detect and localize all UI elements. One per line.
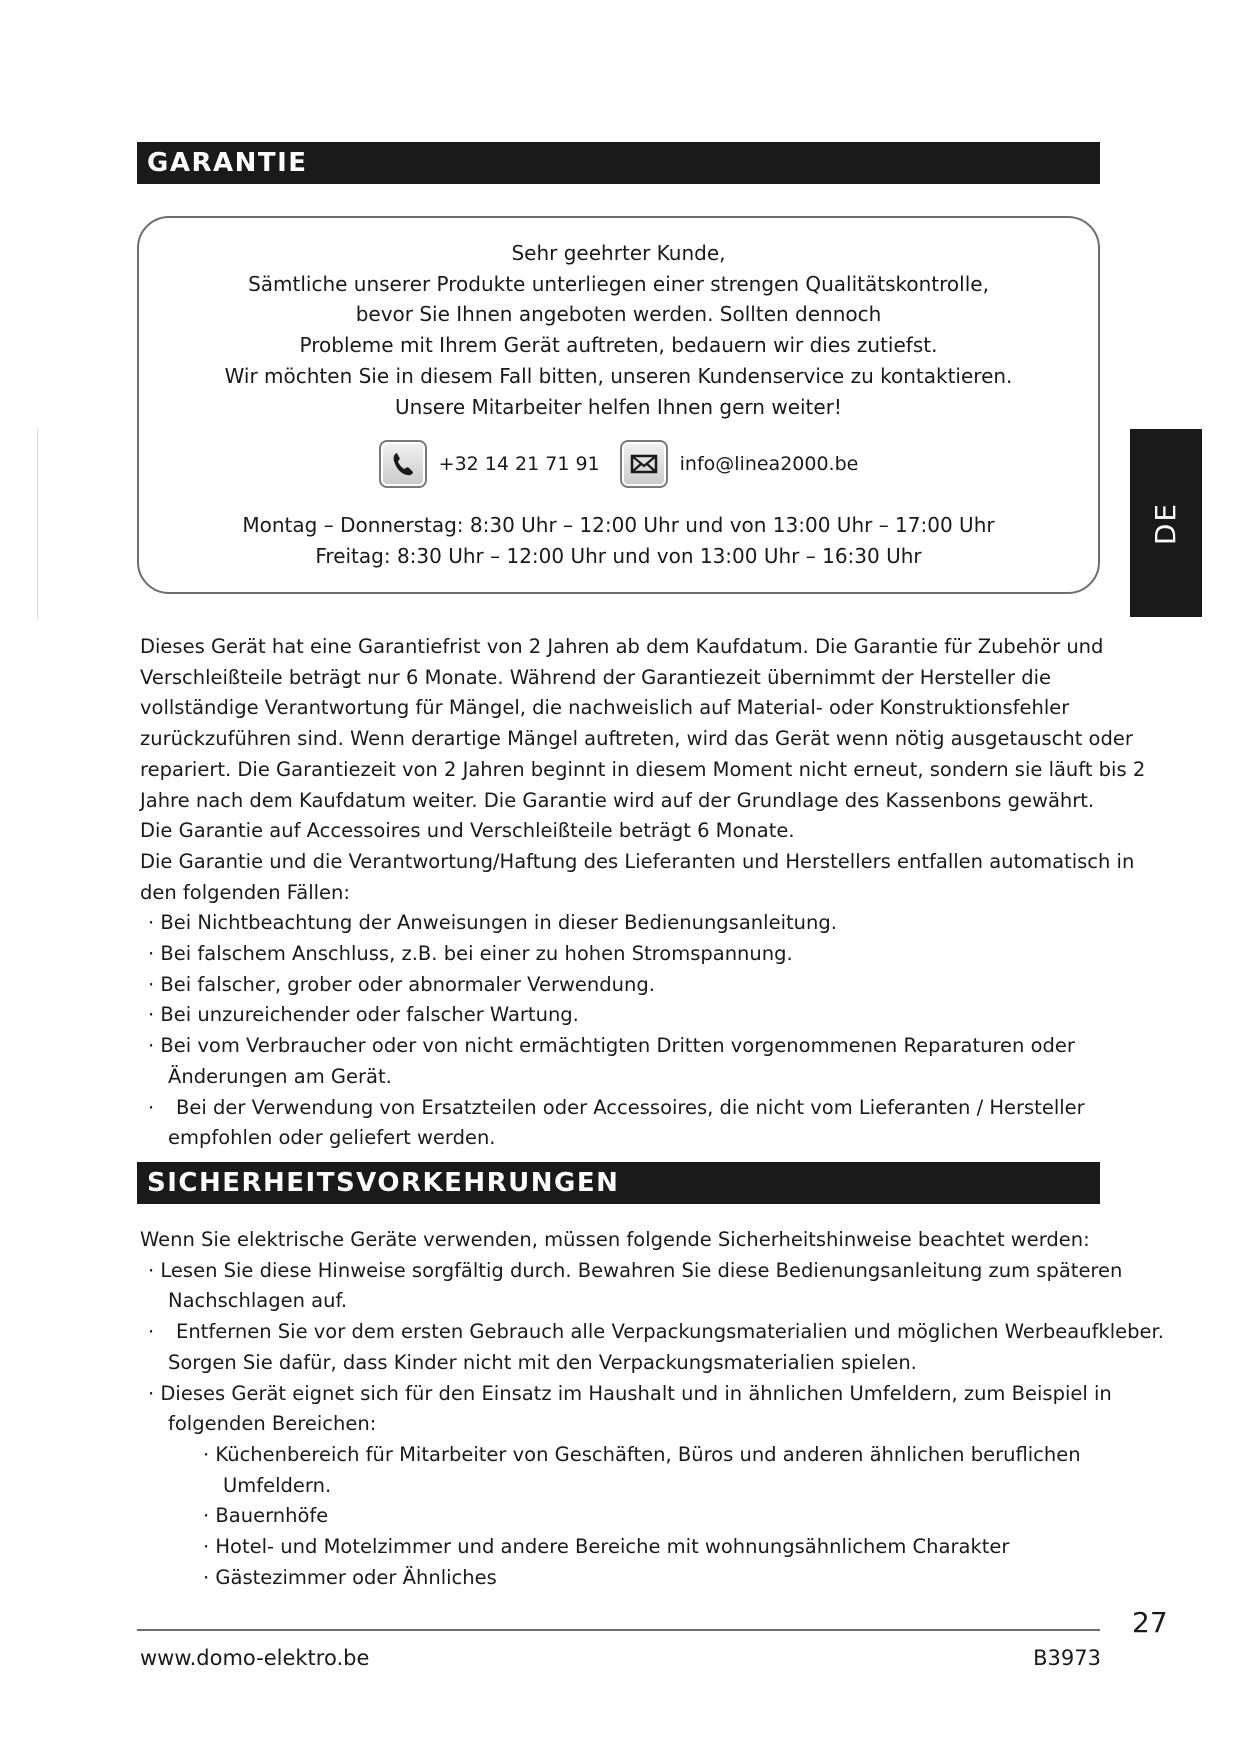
greeting-line: Sehr geehrter Kunde,: [511, 241, 726, 265]
greeting-line: bevor Sie Ihnen angeboten werden. Sollten dennoch: [355, 302, 882, 327]
greeting-line: Wir möchten Sie in diesem Fall bitten, unseren Kundenservice zu kontaktieren.: [224, 363, 1013, 388]
list-item: · Entfernen Sie vor dem ersten Gebrauch alle Verpackungsmaterialien und möglichen Werbeaufkleber.: [148, 1320, 1164, 1344]
opening-hours: [139, 510, 1098, 571]
footer-divider: [137, 1629, 1100, 1631]
hours-line: Montag – Donnerstag: 8:30 Uhr – 12:00 Uhr und von 13:00 Uhr – 17:00 Uhr: [242, 513, 995, 537]
paragraph-line: zurückzuführen sind. Wenn derartige Mängel auftreten, wird das Gerät wenn nötig ausgetauscht oder: [140, 727, 1133, 751]
language-tab: [1130, 429, 1202, 617]
list-item: · Lesen Sie diese Hinweise sorgfältig durch. Bewahren Sie diese Bedienungsanleitung zum späteren: [148, 1258, 1123, 1282]
list-item-continuation: Sorgen Sie dafür, dass Kinder nicht mit den Verpackungsmaterialien spielen.: [168, 1350, 917, 1374]
greeting-line: Probleme mit Ihrem Gerät auftreten, bedauern wir dies zutiefst.: [299, 333, 938, 358]
list-item-text: Bei der Verwendung von Ersatzteilen oder Accessoires, die nicht vom Lieferanten / Hersteller: [176, 1095, 1085, 1119]
list-item: · Bei der Verwendung von Ersatzteilen oder Accessoires, die nicht vom Lieferanten / Hersteller: [148, 1095, 1085, 1119]
mail-icon: [620, 440, 668, 488]
language-tab-label: DE: [1149, 501, 1183, 545]
list-item: · Bei Nichtbeachtung der Anweisungen in dieser Bedienungsanleitung.: [148, 911, 837, 935]
hours-line: Freitag: 8:30 Uhr – 12:00 Uhr und von 13:00 Uhr – 16:30 Uhr: [315, 543, 922, 568]
garantie-body: [140, 632, 1146, 1154]
email-address: info@linea2000.be: [679, 453, 859, 475]
greeting-line: Sämtliche unserer Produkte unterliegen einer strengen Qualitätskontrolle,: [248, 271, 989, 296]
list-item: · Bei vom Verbraucher oder von nicht ermächtigten Dritten vorgenommenen Reparaturen oder: [148, 1034, 1075, 1058]
greeting-text: [139, 238, 1098, 422]
footer-model: B3973: [1033, 1646, 1101, 1670]
sub-list-item-continuation: Umfeldern.: [223, 1473, 332, 1497]
paragraph-line: Verschleißteile beträgt nur 6 Monate. Während der Garantiezeit übernimmt der Hersteller die: [140, 665, 1052, 689]
sub-list-item: · Küchenbereich für Mitarbeiter von Geschäften, Büros und anderen ähnlichen beruflichen: [203, 1442, 1081, 1466]
footer-url: www.domo-elektro.be: [140, 1646, 370, 1670]
margin-line: [37, 430, 38, 618]
list-item-continuation: Nachschlagen auf.: [168, 1289, 348, 1313]
paragraph-line: Die Garantie und die Verantwortung/Haftung des Lieferanten und Herstellers entfallen automatisch in: [140, 849, 1135, 873]
sub-list-item: · Gästezimmer oder Ähnliches: [203, 1565, 497, 1589]
paragraph-line: Dieses Gerät hat eine Garantiefrist von 2 Jahren ab dem Kaufdatum. Die Garantie für Zubehör und: [140, 635, 1104, 658]
greeting-line: Unsere Mitarbeiter helfen Ihnen gern weiter!: [395, 394, 842, 419]
page-number: 27: [1132, 1606, 1168, 1639]
garantie-header: GARANTIE: [137, 142, 1100, 184]
safety-header: SICHERHEITSVORKEHRUNGEN: [137, 1162, 1100, 1204]
phone-icon: [379, 440, 427, 488]
list-item: · Bei falschem Anschluss, z.B. bei einer zu hohen Stromspannung.: [148, 942, 793, 966]
phone-number: +32 14 21 71 91: [438, 453, 600, 475]
paragraph-line: Wenn Sie elektrische Geräte verwenden, müssen folgende Sicherheitshinweise beachtet werden:: [140, 1228, 1090, 1251]
list-item: · Bei unzureichender oder falscher Wartung.: [148, 1003, 579, 1027]
list-item-continuation: empfohlen oder geliefert werden.: [168, 1126, 496, 1150]
paragraph-line: Jahre nach dem Kaufdatum weiter. Die Garantie wird auf der Grundlage des Kassenbons gewährt.: [140, 788, 1095, 812]
contact-row: [139, 438, 1098, 490]
sub-list-item: · Bauernhöfe: [203, 1504, 329, 1528]
paragraph-line: repariert. Die Garantiezeit von 2 Jahren beginnt in diesem Moment nicht erneut, sondern sie läuft bis 2: [140, 757, 1146, 781]
list-item-text: Entfernen Sie vor dem ersten Gebrauch alle Verpackungsmaterialien und möglichen Werbeaufkleber.: [176, 1320, 1164, 1344]
contact-box: [137, 216, 1100, 594]
list-item: · Bei falscher, grober oder abnormaler Verwendung.: [148, 972, 655, 996]
paragraph-line: den folgenden Fällen:: [140, 880, 350, 904]
list-item-continuation: Änderungen am Gerät.: [168, 1064, 392, 1088]
list-item-continuation: folgenden Bereichen:: [168, 1412, 377, 1436]
paragraph-line: vollständige Verantwortung für Mängel, die nachweislich auf Material- oder Konstruktionsfehler: [140, 696, 1070, 720]
safety-body: [140, 1225, 1164, 1593]
paragraph-line: Die Garantie auf Accessoires und Verschleißteile beträgt 6 Monate.: [140, 819, 795, 843]
sub-list-item: · Hotel- und Motelzimmer und andere Bereiche mit wohnungsähnlichem Charakter: [203, 1535, 1010, 1559]
list-item: · Dieses Gerät eignet sich für den Einsatz im Haushalt und in ähnlichen Umfeldern, zum Beispiel in: [148, 1381, 1112, 1405]
